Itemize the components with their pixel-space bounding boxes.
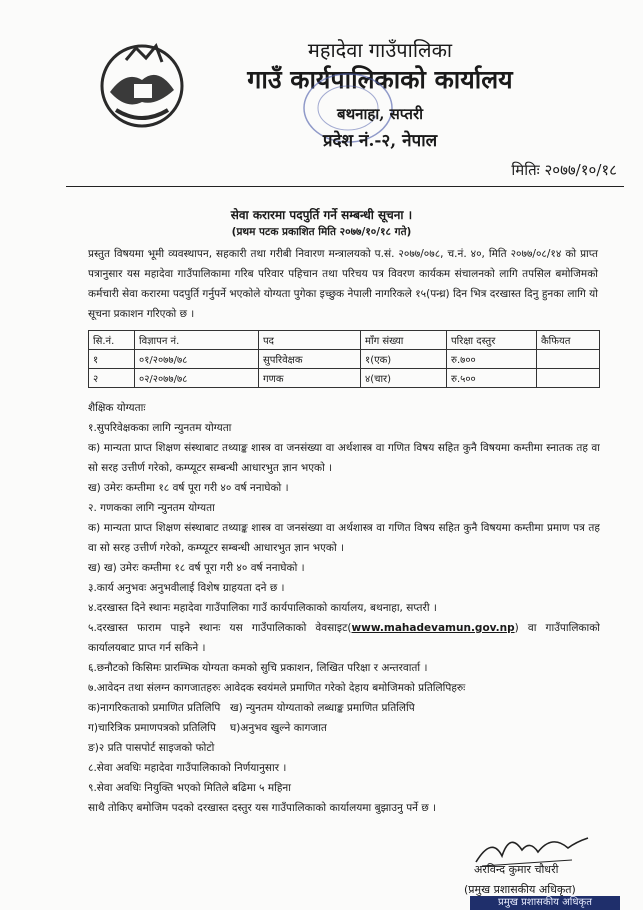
notice-title: सेवा करारमा पदपुर्ति गर्ने सम्बन्धी सूचना । (230, 208, 413, 222)
document-item: क)नागरिकताको प्रमाणित प्रतिलिपि (88, 702, 221, 714)
table-cell: रु.७०० (447, 350, 537, 369)
notice-body (88, 398, 600, 818)
service-period-max: ९.सेवा अवधिः नियुक्ति भएको मितिले बढिमा ५ महिना (88, 782, 291, 794)
enumerator-heading: २. गणकका लागि न्युनतम योग्यता (88, 502, 215, 514)
work-experience: ३.कार्य अनुभवः अनुभवीलाई विशेष ग्राहयता दने छ । (88, 582, 285, 594)
enumerator-education: क) मान्यता प्राप्त शिक्षण संस्थाबाट तथ्याङ्क शास्त्र वा जनसंख्या वा अर्थशास्त्र वा गणित विषय सहित कुनै विषयमा कम्तीमा प्रमाण पत्र तह वा सो सरह उत्तीर्ण गरेको, कम्प्यूटर सम्बन्धी आधारभुत ज्ञान भएको । (88, 522, 600, 554)
table-cell: ०१/२०७७/७८ (135, 350, 259, 369)
notice-date: मितिः २०७७/१०/१८ (511, 161, 617, 179)
table-cell: १(एक) (361, 350, 447, 369)
table-row (89, 369, 600, 388)
office-name-line2: गाउँ कार्यपालिकाको कार्यालय (247, 65, 513, 94)
col-header-post: पद (259, 331, 361, 350)
service-period-decision: ८.सेवा अवधिः महादेवा गाउँपालिकाको निर्णयानुसार । (88, 762, 287, 774)
document-item: ख) न्युनतम योग्यताको लब्धाङ्क प्रमाणित प्रतिलिपि (230, 702, 415, 714)
office-name-line1: महादेवा गाउँपालिका (307, 38, 453, 62)
table-cell (537, 369, 600, 388)
form-availability-text: ५.दरखास्त फाराम पाइने स्थानः यस गाउँपालिकाको वेवसाइट( (88, 622, 352, 634)
col-header-remarks: कैफियत (537, 331, 600, 350)
selection-method: ६.छनौटको किसिमः प्रारम्भिक योग्यता कमको सुचि प्रकाशन, लिखित परिक्षा र अन्तरवार्ता । (88, 662, 428, 674)
website-link[interactable]: www.mahadevamun.gov.np (351, 622, 515, 634)
col-header-fee: परिक्षा दस्तुर (447, 331, 537, 350)
supervisor-age: ख) उमेरः कम्तीमा १८ वर्ष पूरा गरी ४० वर्ष ननाघेको । (88, 482, 289, 494)
document-item: ग)चारित्रिक प्रमाणपत्रको प्रतिलिपि (88, 722, 216, 734)
col-header-sn: सि.नं. (89, 331, 135, 350)
enumerator-age: ख) ख) उमेरः कम्तीमा १८ वर्ष पूरा गरी ४० वर्ष ननाघेको । (88, 562, 305, 574)
notice-subtitle: (प्रथम पटक प्रकाशित मिति २०७७/१०/१८ गते) (231, 226, 412, 238)
document-item: घ)अनुभव खुल्ने कागजात (230, 722, 327, 734)
required-documents: ७.आवेदन तथा संलग्न कागजातहरुः आवेदक स्वयंमले प्रमाणित गरेको देहाय बमोजिमको प्रतिलिपिहरुः (88, 682, 466, 694)
supervisor-heading: १.सुपरिवेक्षकका लागि न्युनतम योग्यता (88, 422, 232, 434)
designation-seal: प्रमुख प्रशासकीय अधिकृत (470, 896, 620, 910)
notice-intro: प्रस्तुत विषयमा भूमी व्यवस्थापन, सहकारी तथा गरीबी निवारण मन्त्रालयको प.सं. २०७७/०७८, च.नं. ४०, मिति २०७७/०८/१४ को प्राप्त पत्रानुसार यस महादेवा गाउँपालिकामा गरिब परिवार पहिचान तथा परिचय पत्र विवरण कार्यकम संचालनको लागि तपसिल बमोजिमको कर्मचारी सेवा करारमा पदपुर्ति गर्नुपर्ने भएकोले योग्यता पुगेका इच्छुक नेपाली नागरिकले १५(पन्ध्र) दिन भित्र दरखास्त दिनु हुनका लागि यो सूचना प्रकाशन गरिएको छ । (88, 248, 598, 320)
document-row (88, 698, 600, 718)
table-cell: रु.५०० (447, 369, 537, 388)
table-cell: १ (89, 350, 135, 369)
table-row (89, 350, 600, 369)
signer-designation: (प्रमुख प्रशासकीय अधिकृत) (464, 883, 576, 896)
header-divider (66, 186, 624, 187)
office-address: बथनाहा, सप्तरी (337, 105, 423, 123)
signer-name: अरविन्द कुमार चौधरी (474, 863, 559, 876)
nepal-government-emblem-icon (96, 40, 188, 130)
col-header-demand: माँग संख्या (361, 331, 447, 350)
document-item: ङ)२ प्रति पासपोर्ट साइजको फोटो (88, 742, 215, 754)
application-place: ४.दरखास्त दिने स्थानः महादेवा गाउँपालिका गाउँ कार्यपालिकाको कार्यालय, बथनाहा, सप्तरी । (88, 602, 437, 614)
document-row (88, 718, 600, 738)
table-header-row (89, 331, 600, 350)
form-availability-text-end: ) वा गाउँपालिकाको कार्यालयबाट प्राप्त गर्न सकिने । (88, 622, 600, 654)
table-cell: गणक (259, 369, 361, 388)
fee-submission-note: साथै तोकिए बमोजिम पदको दरखास्त दस्तुर यस गाउँपालिकाको कार्यालयमा बुझाउनु पर्ने छ । (88, 802, 436, 814)
vacancy-table (88, 330, 600, 388)
table-cell: ०२/२०७७/७८ (135, 369, 259, 388)
table-cell: २ (89, 369, 135, 388)
office-province: प्रदेश नं.-२, नेपाल (322, 131, 438, 151)
table-cell: सुपरिवेक्षक (259, 350, 361, 369)
col-header-ad-no: विज्ञापन नं. (135, 331, 259, 350)
table-cell (537, 350, 600, 369)
supervisor-education: क) मान्यता प्राप्त शिक्षण संस्थाबाट तथ्याङ्क शास्त्र वा जनसंख्या वा अर्थशास्त्र वा गणित विषय सहित कुनै विषयमा कम्तीमा स्नातक तह वा सो सरह उत्तीर्ण गरेको, कम्प्यूटर सम्बन्धी आधारभुत ज्ञान भएको । (88, 442, 600, 474)
qualification-heading: शैक्षिक योग्यताः (88, 402, 146, 414)
form-availability (88, 618, 600, 658)
table-cell: ४(चार) (361, 369, 447, 388)
